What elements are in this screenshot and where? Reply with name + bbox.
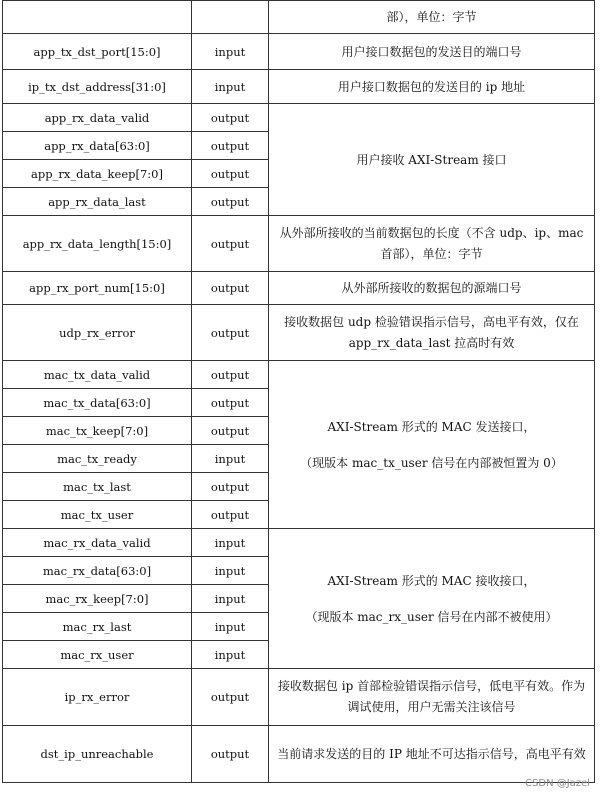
signal-direction: output: [192, 726, 269, 783]
signal-direction: input: [192, 585, 269, 613]
signal-direction: output: [192, 272, 269, 305]
mac-tx-desc-line2: （现版本 mac_tx_user 信号在内部被恒置为 0）: [300, 455, 563, 470]
signal-name: app_rx_data_valid: [3, 104, 192, 132]
signal-description: 接收数据包 udp 检验错误指示信号，高电平有效，仅在 app_rx_data_last 拉高时有效: [269, 305, 595, 361]
signal-name: mac_tx_ready: [3, 445, 192, 473]
group-description-mac-rx: [269, 529, 595, 669]
signal-description: 当前请求发送的目的 IP 地址不可达指示信号，高电平有效: [269, 726, 595, 783]
signal-name: ip_tx_dst_address[31:0]: [3, 70, 192, 104]
signal-direction: output: [192, 669, 269, 726]
mac-rx-desc-line2: （现版本 mac_rx_user 信号在内部不被使用）: [305, 609, 558, 624]
signal-name: app_rx_port_num[15:0]: [3, 272, 192, 305]
signal-name: mac_tx_data_valid: [3, 361, 192, 389]
table-row: [3, 669, 595, 726]
signal-name: app_rx_data_keep[7:0]: [3, 160, 192, 188]
group-description-mac-tx: [269, 361, 595, 529]
signal-name: [3, 1, 192, 34]
signal-direction: output: [192, 160, 269, 188]
signal-name: mac_tx_data[63:0]: [3, 389, 192, 417]
signal-name: mac_tx_keep[7:0]: [3, 417, 192, 445]
signal-name: app_tx_dst_port[15:0]: [3, 34, 192, 70]
signal-name: mac_rx_keep[7:0]: [3, 585, 192, 613]
signal-description: 部），单位：字节: [269, 1, 595, 34]
signal-name: mac_rx_data_valid: [3, 529, 192, 557]
signal-name: mac_rx_user: [3, 641, 192, 669]
table-row: [3, 305, 595, 361]
signal-description: 从外部所接收的数据包的源端口号: [269, 272, 595, 305]
signal-direction: input: [192, 613, 269, 641]
signal-direction: input: [192, 557, 269, 585]
signal-name: mac_tx_user: [3, 501, 192, 529]
signal-direction: output: [192, 361, 269, 389]
signal-name: mac_rx_last: [3, 613, 192, 641]
mac-tx-desc-line1: AXI-Stream 形式的 MAC 发送接口，: [327, 419, 536, 434]
signal-description: 用户接口数据包的发送目的端口号: [269, 34, 595, 70]
signal-name: udp_rx_error: [3, 305, 192, 361]
signal-direction: output: [192, 417, 269, 445]
signal-table: [2, 0, 595, 783]
signal-direction: output: [192, 132, 269, 160]
table-row: [3, 726, 595, 783]
signal-name: app_rx_data[63:0]: [3, 132, 192, 160]
watermark: CSDN @Jazel: [525, 778, 590, 789]
signal-name: app_rx_data_last: [3, 188, 192, 216]
signal-direction: output: [192, 389, 269, 417]
signal-name: app_rx_data_length[15:0]: [3, 216, 192, 272]
signal-direction: input: [192, 529, 269, 557]
signal-name: mac_tx_last: [3, 473, 192, 501]
signal-direction: output: [192, 104, 269, 132]
table-row: [3, 34, 595, 70]
signal-direction: input: [192, 70, 269, 104]
table-row: [3, 104, 595, 132]
signal-direction: input: [192, 34, 269, 70]
signal-direction: input: [192, 641, 269, 669]
signal-name: dst_ip_unreachable: [3, 726, 192, 783]
table-row: [3, 70, 595, 104]
signal-name: ip_rx_error: [3, 669, 192, 726]
signal-description: 从外部所接收的当前数据包的长度（不含 udp、ip、mac 首部），单位：字节: [269, 216, 595, 272]
table-row: [3, 361, 595, 389]
signal-direction: output: [192, 473, 269, 501]
table-row: [3, 216, 595, 272]
signal-direction: output: [192, 305, 269, 361]
table-row: [3, 1, 595, 34]
signal-direction: input: [192, 445, 269, 473]
group-description-app-rx: 用户接收 AXI-Stream 接口: [269, 104, 595, 216]
signal-description: 用户接口数据包的发送目的 ip 地址: [269, 70, 595, 104]
signal-direction: output: [192, 216, 269, 272]
signal-direction: [192, 1, 269, 34]
signal-direction: output: [192, 501, 269, 529]
table-row: [3, 529, 595, 557]
signal-direction: output: [192, 188, 269, 216]
table-row: [3, 272, 595, 305]
mac-rx-desc-line1: AXI-Stream 形式的 MAC 接收接口，: [327, 573, 536, 588]
signal-name: mac_rx_data[63:0]: [3, 557, 192, 585]
signal-description: 接收数据包 ip 首部检验错误指示信号，低电平有效。作为调试使用，用户无需关注该信号: [269, 669, 595, 726]
